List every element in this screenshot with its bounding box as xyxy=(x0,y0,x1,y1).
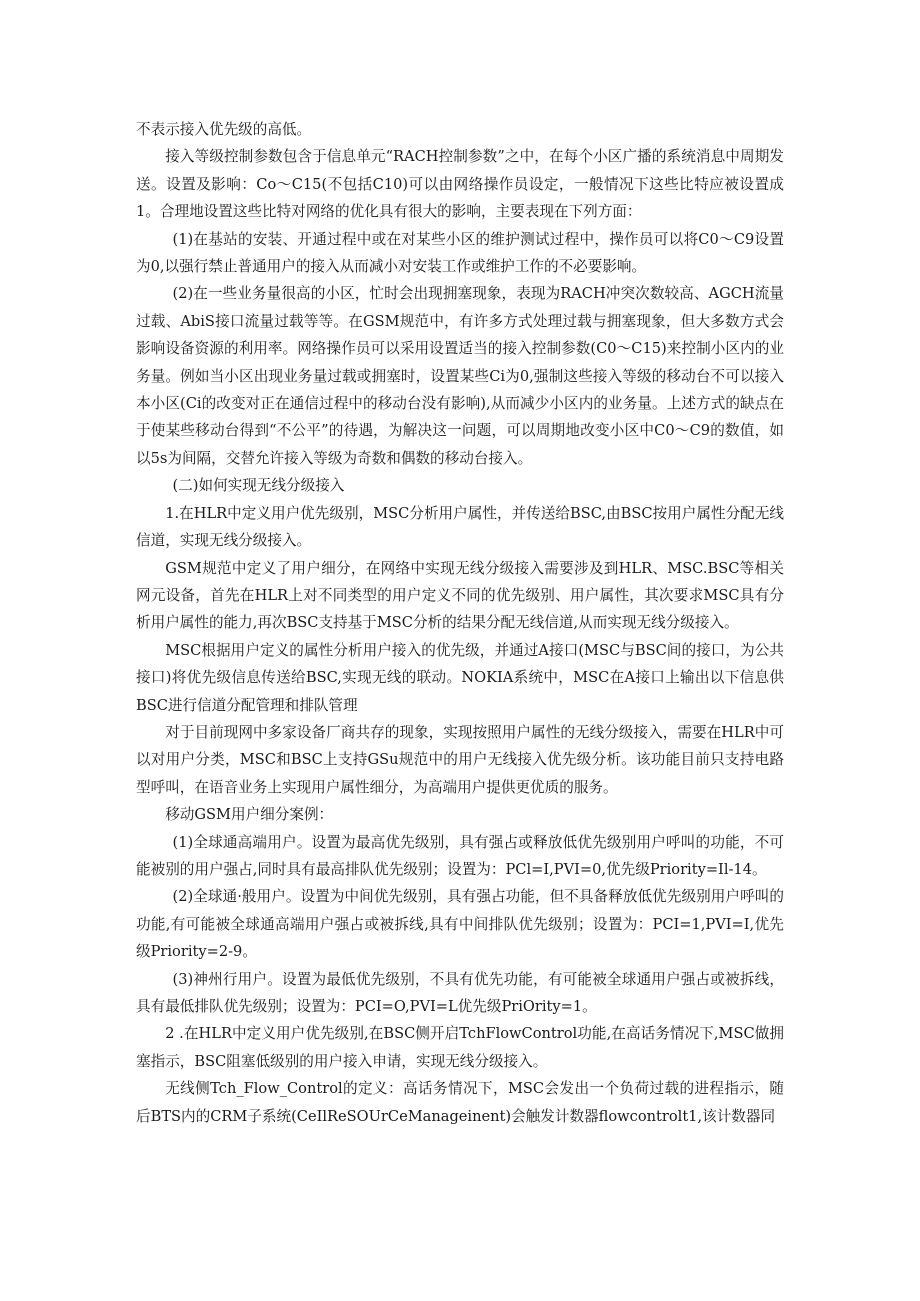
paragraph-continuation: 不表示接入优先级的高低。 xyxy=(136,121,312,138)
paragraph-case-1: (1)全球通高端用户。设置为最高优先级别，具有强占或释放低优先级别用户呼叫的功能，不可能被别的用户强占,同时具有最高排队优先级别；设置为：PCl=I,PVI=0,优先级Priority=Il-14。 xyxy=(136,833,784,878)
section-heading: (二)如何实现无线分级接入 xyxy=(172,477,345,495)
paragraph-method-1: 1.在HLR中定义用户优先级别，MSC分析用户属性，并传送给BSC,由BSC按用户属性分配无线信道，实现无线分级接入。 xyxy=(136,504,784,550)
paragraph-access-control: 接入等级控制参数包含于信息单元“RACH控制参数”之中，在每个小区广播的系统消息中周期发送。设置及影响：Co～C15(不包括C10)可以由网络操作员设定，一般情况下这些比特应被设置成1。合理地设置这些比特对网络的优化具有很大的影响，主要表现在下列方面： xyxy=(136,148,784,221)
paragraph-multi-vendor: 对于目前现网中多家设备厂商共存的现象，实现按照用户属性的无线分级接入，需要在HLR中可以对用户分类，MSC和BSC上支持GSu规范中的用户无线接入优先级分析。该功能目前只支持电路型呼叫，在语音业务上实现用户属性细分，为高端用户提供更优质的服务。 xyxy=(136,723,784,796)
paragraph-case-title: 移动GSM用户细分案例： xyxy=(165,806,334,824)
paragraph-item-1: (1)在基站的安装、开通过程中或在对某些小区的维护测试过程中，操作员可以将C0～C9设置为0,以强行禁止普通用户的接入从而减小对安装工作或维护工作的不必要影响。 xyxy=(136,230,784,276)
paragraph-method-2: 2 .在HLR中定义用户优先级别,在BSC侧开启TchFlowControl功能,在高话务情况下,MSC做拥塞指示，BSC阻塞低级别的用户接入申请，实现无线分级接入。 xyxy=(136,1025,784,1070)
paragraph-gsm-spec: GSM规范中定义了用户细分，在网络中实现无线分级接入需要涉及到HLR、MSC.BSC等相关网元设备，首先在HLR上对不同类型的用户定义不同的优先级别、用户属性，其次要求MSC具有分析用户属性的能力,再次BSC支持基于MSC分析的结果分配无线信道,从而实现无线分级接入。 xyxy=(136,559,784,632)
paragraph-tch-flow-control: 无线侧Tch_Flow_Control的定义：高话务情况下，MSC会发出一个负荷过载的进程指示，随后BTS内的CRM子系统(CeIlReSOUrCeManageinent)会触发计数器flowcontrolt1,该计数器同 xyxy=(136,1080,784,1125)
paragraph-item-2: (2)在一些业务量很高的小区，忙时会出现拥塞现象，表现为RACH冲突次数较高、AGCH流量过载、AbiS接口流量过载等等。在GSM规范中，有许多方式处理过载与拥塞现象，但大多数方式会影响设备资源的利用率。网络操作员可以采用设置适当的接入控制参数(C0～C15)来控制小区内的业务量。例如当小区出现业务量过载或拥塞时，设置某些Ci为0,强制这些接入等级的移动台不可以接入本小区(Ci的改变对正在通信过程中的移动台没有影响),从而减少小区内的业务量。上述方式的缺点在于使某些移动台得到“不公平”的待遇，为解决这一问题，可以周期地改变小区中C0～C9的数值，如以5s为间隔，交替允许接入等级为奇数和偶数的移动台接入。 xyxy=(136,285,784,467)
paragraph-case-2: (2)全球通·般用户。设置为中间优先级别，具有强占功能，但不具备释放低优先级别用户呼叫的功能,有可能被全球通高端用户强占或被拆线,具有中间排队优先级别；设置为：PCI=1,PVI=I,优先级Priority=2-9。 xyxy=(136,888,784,961)
paragraph-case-3: (3)神州行用户。设置为最低优先级别，不具有优先功能，有可能被全球通用户强占或被拆线，具有最低排队优先级别；设置为：PCI=O,PVI=L优先级PriOrity=1。 xyxy=(136,970,784,1015)
document-page xyxy=(136,116,784,1130)
paragraph-msc-analysis: MSC根据用户定义的属性分析用户接入的优先级，并通过A接口(MSC与BSC间的接口，为公共接口)将优先级信息传送给BSC,实现无线的联动。NOKIA系统中，MSC在A接口上输出以下信息供BSC进行信道分配管理和排队管理 xyxy=(136,641,784,714)
